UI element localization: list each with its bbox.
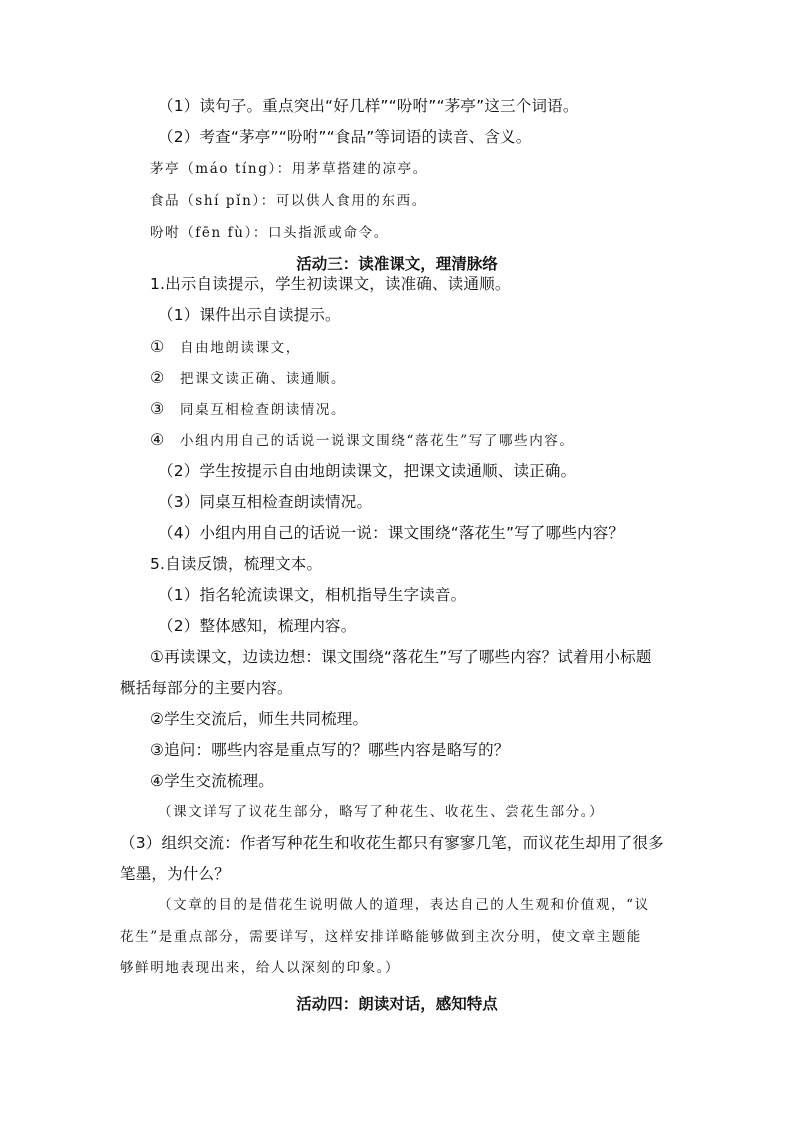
paragraph-reread-line2: 概括每部分的主要内容。: [120, 679, 293, 697]
paragraph-feedback: 5.自读反馈，梳理文本。: [150, 555, 323, 573]
prompt-item-1: [150, 336, 301, 359]
paragraph-overall-perception: （2）整体感知，梳理内容。: [158, 617, 357, 635]
answer-purpose-line3: 够鲜明地表现出来，给人以深刻的印象。）: [120, 960, 401, 976]
paragraph-organize-discussion-line2: 笔墨，为什么？: [120, 865, 230, 883]
item-marker: ④: [150, 430, 166, 449]
definition-maoting: 茅亭（máo tíng）：用茅草搭建的凉亭。: [150, 161, 428, 177]
answer-purpose-line2: 花生”是重点部分，需要详写，这样安排详略能够做到主次分明，使文章主题能: [120, 929, 642, 945]
prompt-item-2: [150, 367, 346, 390]
section-heading-activity-three: 活动三：读准课文，理清脉络: [296, 254, 498, 273]
section-heading-activity-four: 活动四：朗读对话，感知特点: [296, 994, 498, 1013]
item-text: 把课文读正确、读通顺。: [180, 371, 347, 387]
paragraph-reread-line1: ①再读课文，边读边想：课文围绕“落花生”写了哪些内容？试着用小标题: [150, 648, 652, 666]
item-marker: ③: [150, 399, 166, 418]
paragraph-group-discuss: （4）小组内用自己的话说一说：课文围绕“落花生”写了哪些内容？: [158, 524, 625, 542]
paragraph-organize-discussion-line1: （3）组织交流：作者写种花生和收花生都只有寥寥几笔，而议花生却用了很多: [120, 834, 664, 852]
answer-detail-brief: （课文详写了议花生部分，略写了种花生、收花生、尝花生部分。）: [158, 804, 605, 820]
prompt-item-4: [150, 429, 575, 452]
item-text: 同桌互相检查朗读情况。: [180, 402, 347, 418]
paragraph-follow-up-question: ③追问：哪些内容是重点写的？哪些内容是略写的？: [150, 741, 510, 759]
paragraph-read-sentence: （1）读句子。重点突出“好几样”“吩咐”“茅亭”这三个词语。: [158, 97, 579, 115]
paragraph-take-turns-read: （1）指名轮流读课文，相机指导生字读音。: [158, 586, 467, 604]
definition-fenfu: 吩咐（fēn fù）：口头指派或命令。: [150, 225, 389, 241]
item-text: 自由地朗读课文，: [180, 340, 301, 356]
paragraph-word-check: （2）考查“茅亭”“吩咐”“食品”等词语的读音、含义。: [158, 128, 532, 146]
prompt-item-3: [150, 398, 346, 421]
paragraph-exchange-sort: ④学生交流梳理。: [150, 772, 274, 790]
paragraph-students-exchange: ②学生交流后，师生共同梳理。: [150, 710, 369, 728]
item-marker: ②: [150, 368, 166, 387]
paragraph-deskmate-check: （3）同桌互相检查朗读情况。: [158, 493, 373, 511]
item-text: 小组内用自己的话说一说课文围绕“落花生”写了哪些内容。: [180, 433, 575, 449]
paragraph-self-read-prompt: 1.出示自读提示，学生初读课文，读准确、读通顺。: [150, 275, 511, 293]
item-marker: ①: [150, 337, 166, 356]
definition-shipin: 食品（shí pǐn）：可以供人食用的东西。: [150, 193, 427, 209]
paragraph-courseware-prompt: （1）课件出示自读提示。: [158, 306, 341, 324]
paragraph-students-read: （2）学生按提示自由地朗读课文，把课文读通顺、读正确。: [158, 462, 577, 480]
answer-purpose-line1: （文章的目的是借花生说明做人的道理，表达自己的人生观和价值观，“议: [158, 897, 650, 913]
